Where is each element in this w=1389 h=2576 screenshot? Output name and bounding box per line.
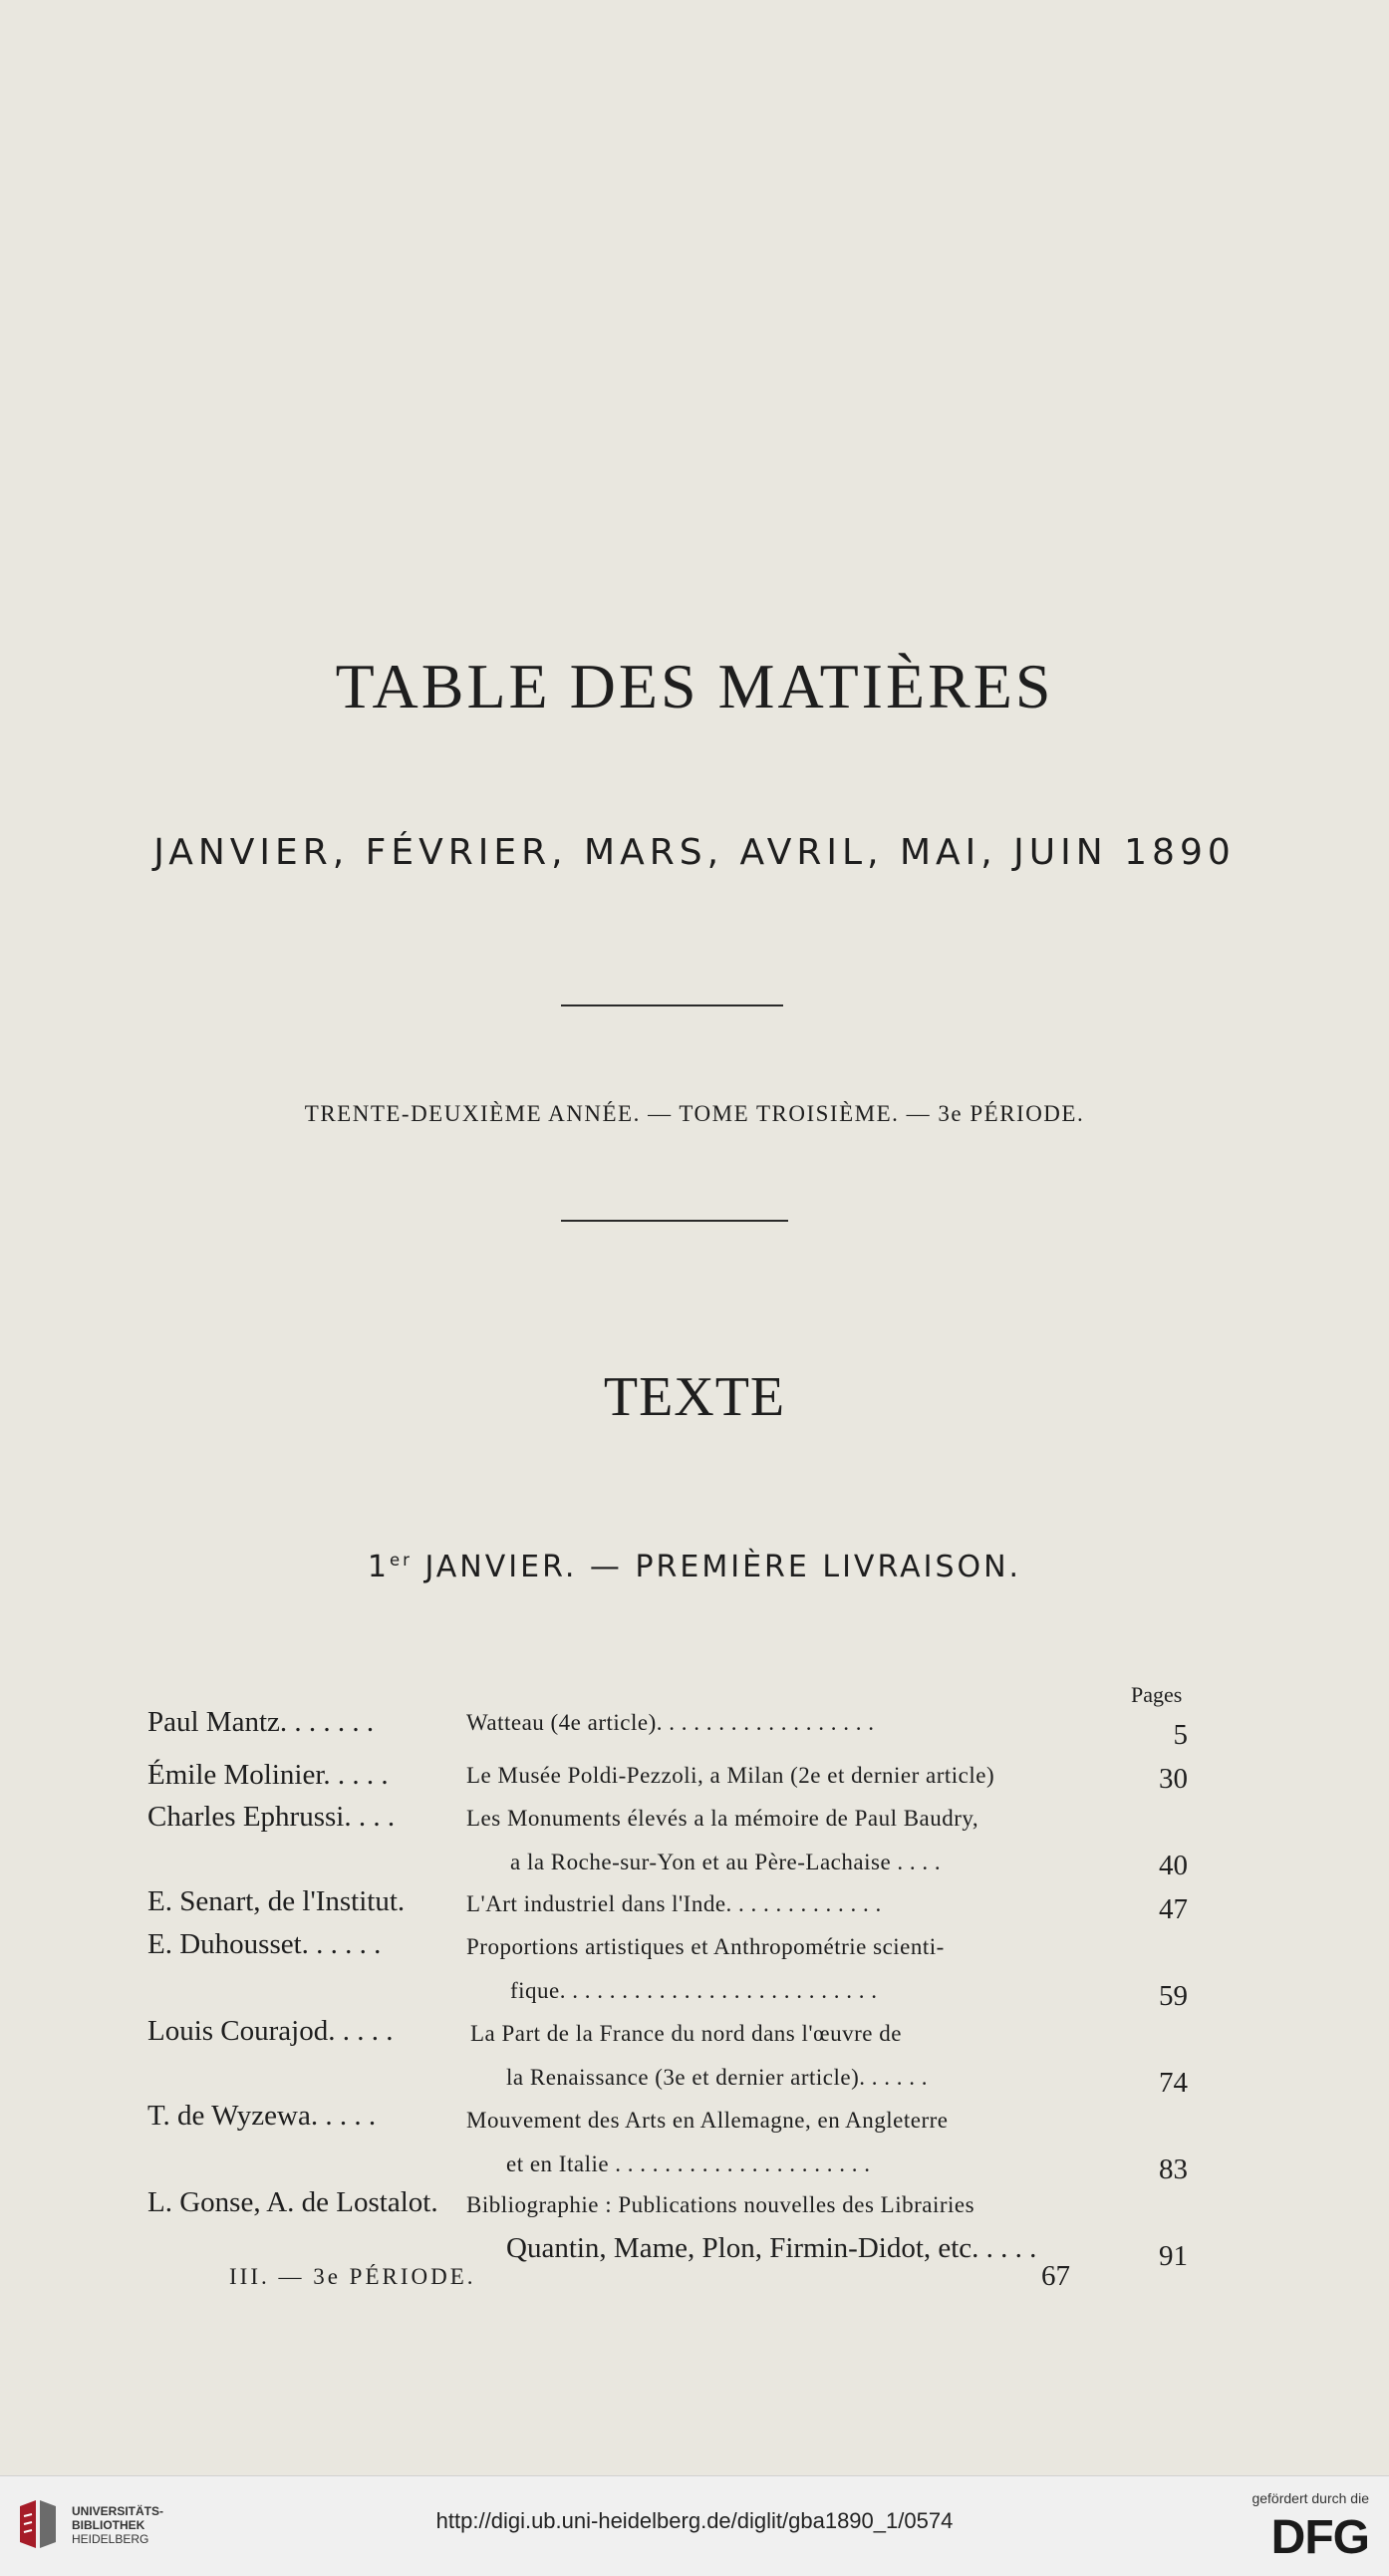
toc-page: 47 [1159,1893,1188,1925]
livraison-day-sup: er [389,1551,413,1570]
toc-title-cont: a la Roche-sur-Yon et au Père-Lachaise . . . . [510,1850,942,1874]
toc-page: 30 [1159,1763,1188,1795]
viewer-footer-bar [0,2475,1389,2576]
toc-title: Watteau (4e article). . . . . . . . . . . . . . . . . . [466,1710,875,1735]
tome-line: TRENTE-DEUXIÈME ANNÉE. — TOME TROISIÈME. — 3e PÉRIODE. [304,1101,1085,1126]
page-title: TABLE DES MATIÈRES [335,651,1054,721]
toc-author: Émile Molinier. . . . . [147,1759,389,1791]
toc-page: 40 [1159,1850,1188,1881]
divider-top [561,1004,783,1006]
livraison-day: 1 [367,1550,390,1584]
toc-title: Mouvement des Arts en Allemagne, en Angleterre [466,2108,949,2133]
toc-title-cont: fique. . . . . . . . . . . . . . . . . . . . . . . . . . [510,1978,878,2003]
months-subtitle: JANVIER, FÉVRIER, MARS, AVRIL, MAI, JUIN 1890 [153,832,1236,873]
dfg-logo[interactable]: DFG [1270,2511,1369,2564]
toc-page: 5 [1173,1719,1188,1751]
toc-author: L. Gonse, A. de Lostalot. [147,2186,438,2218]
toc-title: Le Musée Poldi-Pezzoli, a Milan (2e et dernier article) [466,1763,995,1788]
toc-page: 83 [1159,2153,1188,2185]
toc-title: L'Art industriel dans l'Inde. . . . . . . . . . . . . [466,1891,882,1916]
divider-bottom [561,1220,788,1222]
toc-page: 91 [1159,2240,1188,2272]
footer-volume: III. — 3e PÉRIODE. [229,2264,476,2289]
toc-author: E. Duhousset. . . . . . [147,1928,382,1960]
logo-line-3: HEIDELBERG [72,2532,149,2546]
toc-page: 74 [1159,2067,1188,2099]
permalink-url[interactable]: http://digi.ub.uni-heidelberg.de/diglit/gba1890_1/0574 [435,2508,954,2533]
toc-page: 59 [1159,1980,1188,2012]
toc-title-cont: Quantin, Mame, Plon, Firmin-Didot, etc. . . . . [506,2232,1037,2264]
pages-column-header: Pages [1131,1682,1183,1707]
livraison-text: JANVIER. — PREMIÈRE LIVRAISON. [412,1550,1022,1584]
toc-author: E. Senart, de l'Institut. [147,1885,406,1917]
logo-line-2: BIBLIOTHEK [72,2518,145,2532]
section-heading: TEXTE [603,1366,786,1428]
toc-title-cont: la Renaissance (3e et dernier article). . . . . . [506,2065,928,2090]
toc-author: T. de Wyzewa. . . . . [147,2100,377,2132]
livraison-heading [0,1550,1389,1584]
toc-title-cont: et en Italie . . . . . . . . . . . . . . . . . . . . . [506,2151,871,2176]
toc-title: La Part de la France du nord dans l'œuvre de [470,2021,902,2046]
toc-title: Bibliographie : Publications nouvelles des Librairies [466,2192,975,2217]
toc-title: Proportions artistiques et Anthropométrie scienti- [466,1934,945,1959]
logo-line-1: UNIVERSITÄTS- [72,2504,164,2518]
footer-page-number: 67 [1041,2260,1070,2292]
toc-author: Paul Mantz. . . . . . . [147,1706,375,1738]
funder-label: gefördert durch die [1251,2490,1369,2506]
toc-author: Charles Ephrussi. . . . [147,1801,396,1833]
toc-title: Les Monuments élevés a la mémoire de Paul Baudry, [466,1806,979,1831]
toc-author: Louis Courajod. . . . . [147,2015,394,2047]
